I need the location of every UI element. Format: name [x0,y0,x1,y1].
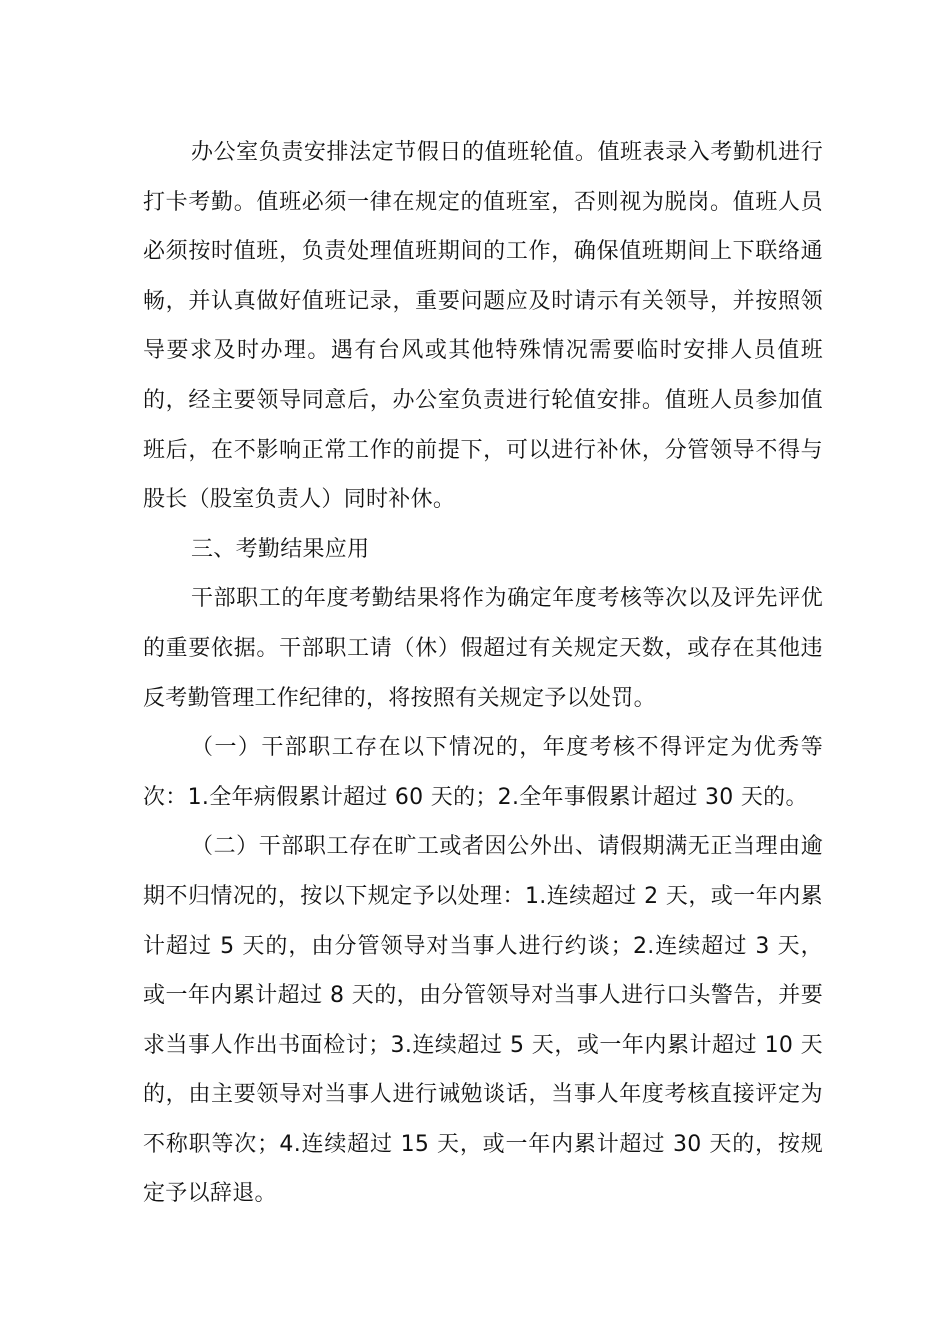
paragraph-item-two: （二）干部职工存在旷工或者因公外出、请假期满无正当理由逾期不归情况的，按以下规定予以处理：1.连续超过 2 天，或一年内累计超过 5 天的，由分管领导对当事人进行约谈；2.连续超过 3 天，或一年内累计超过 8 天的，由分管领导对当事人进行口头警告，并要求当事人作出书面检讨；3.连续超过 5 天，或一年内累计超过 10 天的，由主要领导对当事人进行诫勉谈话，当事人年度考核直接评定为不称职等次；4.连续超过 15 天，或一年内累计超过 30 天的，按规定予以辞退。 [143,834,823,1207]
paragraph-annual-results: 干部职工的年度考勤结果将作为确定年度考核等次以及评先评优的重要依据。干部职工请（休）假超过有关规定天数，或存在其他违反考勤管理工作纪律的，将按照有关规定予以处罚。 [143,586,823,711]
section-heading-attendance-results: 三、考勤结果应用 [191,536,370,562]
paragraph-item-one: （一）干部职工存在以下情况的，年度考核不得评定为优秀等次：1.全年病假累计超过 60 天的；2.全年事假累计超过 30 天的。 [143,735,823,810]
paragraph-duty-arrangement: 办公室负责安排法定节假日的值班轮值。值班表录入考勤机进行打卡考勤。值班必须一律在规定的值班室，否则视为脱岗。值班人员必须按时值班，负责处理值班期间的工作，确保值班期间上下联络通畅，并认真做好值班记录，重要问题应及时请示有关领导，并按照领导要求及时办理。遇有台风或其他特殊情况需要临时安排人员值班的，经主要领导同意后，办公室负责进行轮值安排。值班人员参加值班后，在不影响正常工作的前提下，可以进行补休，分管领导不得与股长（股室负责人）同时补休。 [143,140,823,513]
document-body [143,128,823,1219]
